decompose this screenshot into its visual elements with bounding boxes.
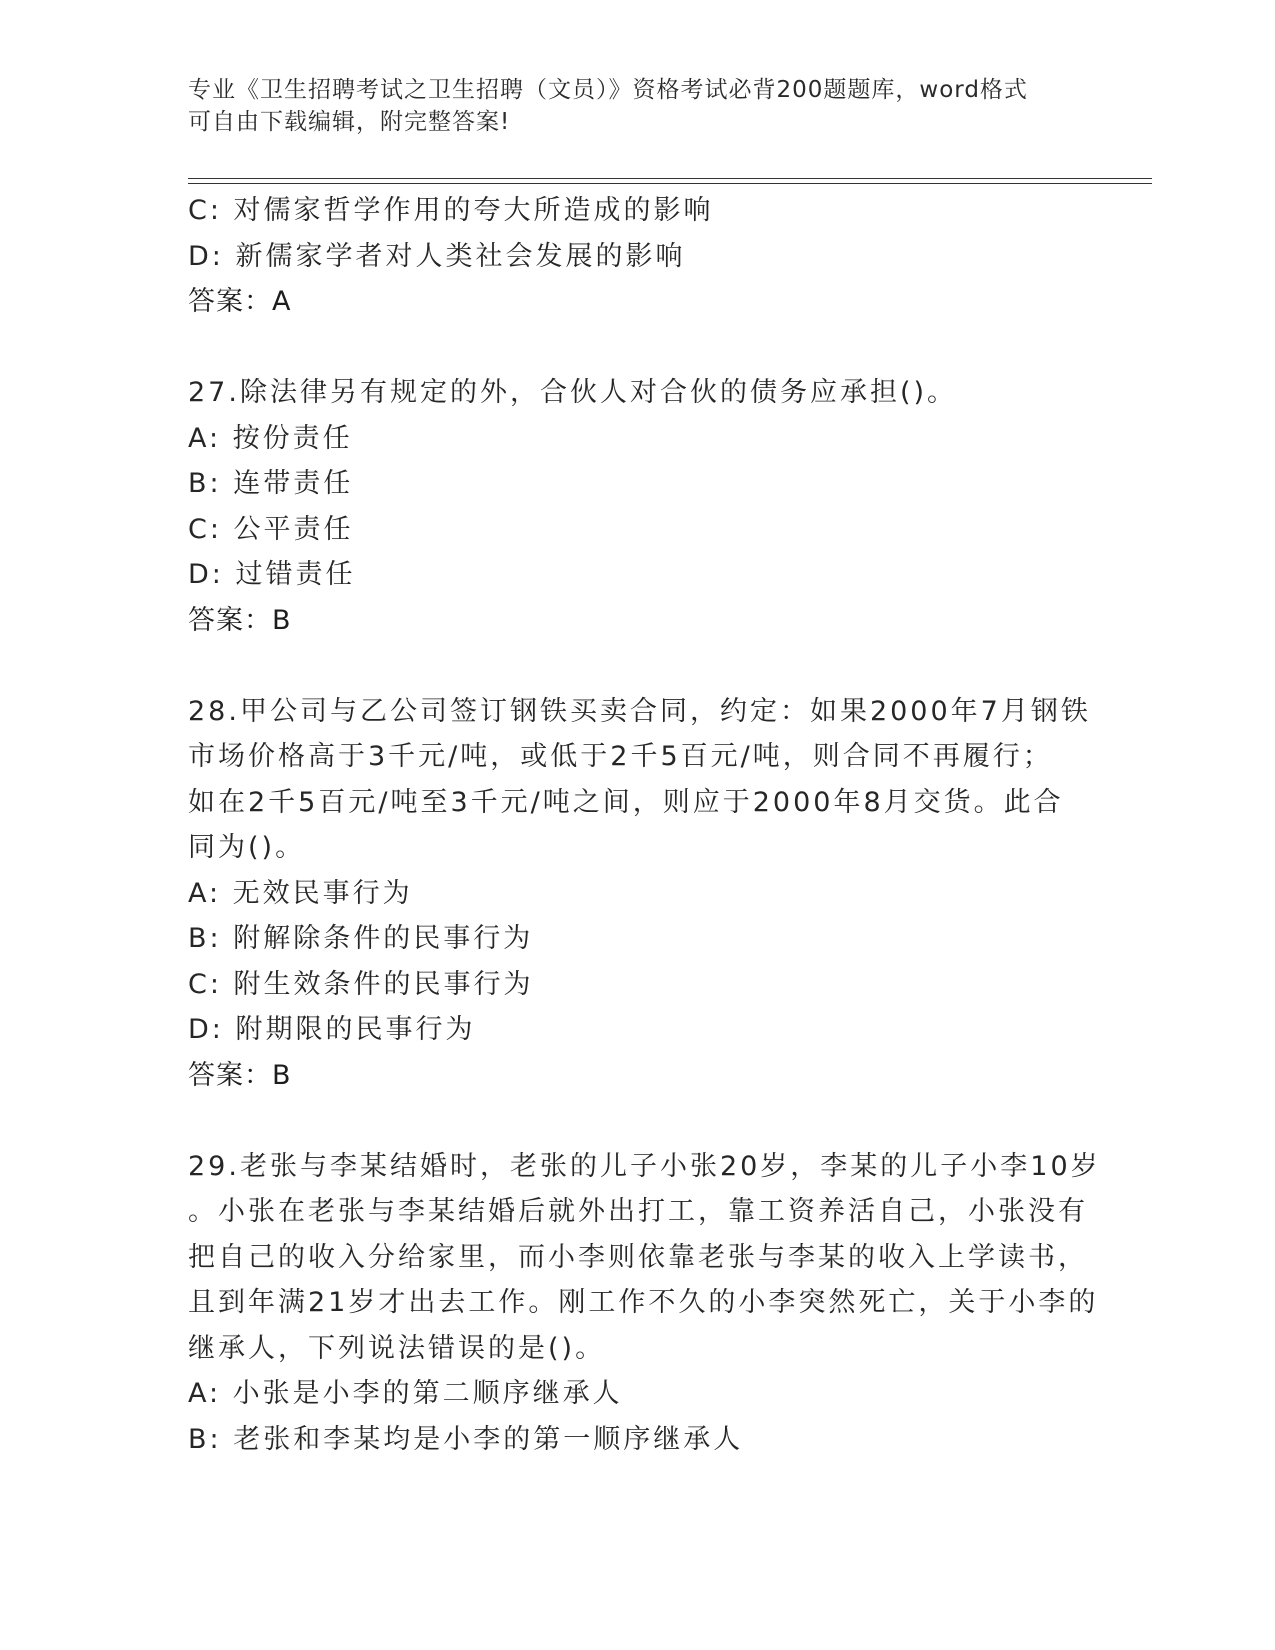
spacer xyxy=(188,643,1088,689)
question-stem-line-2: 。小张在老张与李某结婚后就外出打工，靠工资养活自己，小张没有 xyxy=(188,1196,1088,1227)
header-divider-top xyxy=(188,178,1152,179)
document-header xyxy=(188,74,1068,138)
answer-text: 答案：A xyxy=(188,286,292,317)
question-stem-line-1: 29.老张与李某结婚时，老张的儿子小张20岁，李某的儿子小李10岁 xyxy=(188,1150,1101,1182)
question-stem-line-1: 28.甲公司与乙公司签订钢铁买卖合同，约定：如果2000年7月钢铁 xyxy=(188,695,1091,727)
answer-text: 答案：B xyxy=(188,604,292,636)
option-c: C: 公平责任 xyxy=(188,513,354,545)
question-29 xyxy=(188,1144,1101,1463)
question-stem-line-4: 同为()。 xyxy=(188,832,306,863)
option-b: B: 连带责任 xyxy=(188,468,354,499)
option-c: C: 附生效条件的民事行为 xyxy=(188,968,534,1000)
option-a: A: 小张是小李的第二顺序继承人 xyxy=(188,1378,623,1409)
question-stem-line-5: 继承人，下列说法错误的是()。 xyxy=(188,1332,606,1364)
question-26-tail xyxy=(188,188,1088,325)
question-stem-line-3: 把自己的收入分给家里，而小李则依靠老张与李某的收入上学读书， xyxy=(188,1241,1088,1273)
header-title-line-2: 可自由下载编辑，附完整答案! xyxy=(188,109,511,135)
question-27 xyxy=(188,370,1088,643)
question-stem-line-2: 市场价格高于3千元/吨，或低于2千5百元/吨，则合同不再履行； xyxy=(188,741,1053,772)
header-divider-bottom xyxy=(188,183,1152,184)
option-d: D: 附期限的民事行为 xyxy=(188,1014,476,1045)
question-list xyxy=(188,188,1101,1462)
option-a: A: 无效民事行为 xyxy=(188,877,413,909)
option-d: D: 新儒家学者对人类社会发展的影响 xyxy=(188,240,686,272)
question-28 xyxy=(188,689,1091,1099)
header-title-line-1: 专业《卫生招聘考试之卫生招聘（文员）》资格考试必背200题题库，word格式 xyxy=(188,77,1028,103)
question-stem: 27.除法律另有规定的外，合伙人对合伙的债务应承担()。 xyxy=(188,377,958,408)
spacer xyxy=(188,325,1088,371)
answer-text: 答案：B xyxy=(188,1059,292,1091)
option-c: C: 对儒家哲学作用的夸大所造成的影响 xyxy=(188,195,714,226)
question-stem-line-3: 如在2千5百元/吨至3千元/吨之间，则应于2000年8月交货。此合 xyxy=(188,786,1064,818)
option-d: D: 过错责任 xyxy=(188,559,356,590)
option-b: B: 老张和李某均是小李的第一顺序继承人 xyxy=(188,1423,744,1455)
spacer xyxy=(188,1098,1088,1144)
question-stem-line-4: 且到年满21岁才出去工作。刚工作不久的小李突然死亡，关于小李的 xyxy=(188,1287,1099,1318)
option-a: A: 按份责任 xyxy=(188,422,353,454)
option-b: B: 附解除条件的民事行为 xyxy=(188,923,534,954)
